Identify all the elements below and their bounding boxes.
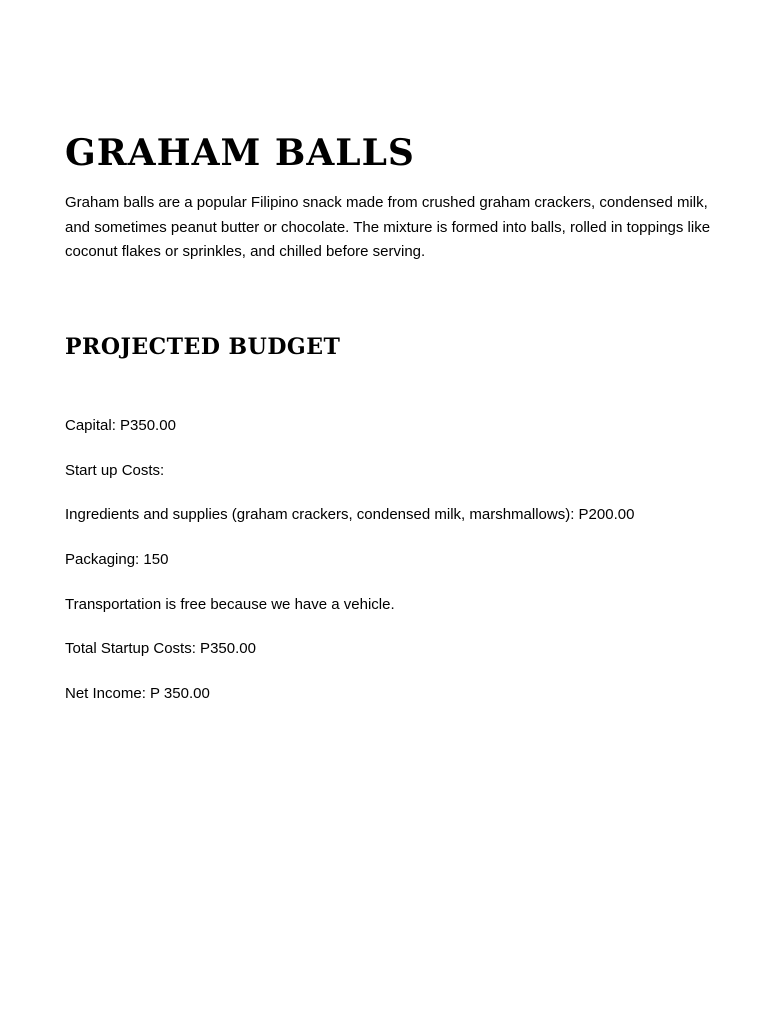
intro-paragraph: Graham balls are a popular Filipino snack made from crushed graham crackers, condensed milk, and sometimes peanut butter or chocolate. The mixture is formed into balls, rolled in toppings like coconut flakes or sprinkles, and chilled before serving. xyxy=(65,194,711,260)
budget-line-startup-costs: Start up Costs: xyxy=(65,461,165,479)
budget-line-packaging: Packaging: 150 xyxy=(65,551,169,569)
document-title: GRAHAM BALLS xyxy=(65,132,415,174)
budget-line-capital: Capital: P350.00 xyxy=(65,417,176,434)
budget-line-net-income: Net Income: P 350.00 xyxy=(65,685,210,703)
budget-list xyxy=(65,414,745,727)
budget-line-total-startup: Total Startup Costs: P350.00 xyxy=(65,640,256,658)
budget-heading: PROJECTED BUDGET xyxy=(65,334,341,360)
budget-line-transportation: Transportation is free because we have a vehicle. xyxy=(65,595,395,613)
budget-line-ingredients: Ingredients and supplies (graham crackers, condensed milk, marshmallows): P200.00 xyxy=(65,506,635,524)
